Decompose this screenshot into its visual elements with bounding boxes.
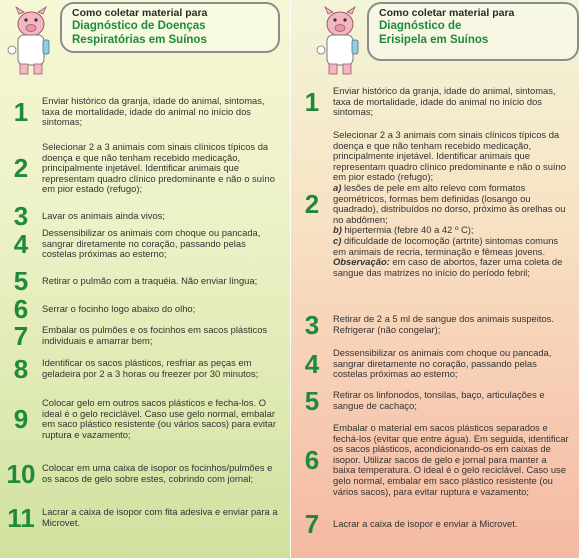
criterion-text: dificuldade de locomoção (artrite) sintomas comuns em animais de recria, terminação e fêmeas jovens. <box>333 234 559 257</box>
step-item <box>0 323 280 349</box>
step-text: Enviar histórico da granja, idade do animal, sintomas, taxa de mortalidade, idade do animal no início dos sintomas; <box>333 85 556 118</box>
criterion-text: hipertermia (febre 40 a 42 º C); <box>341 224 474 236</box>
step-number: 4 <box>304 348 320 379</box>
step-item <box>0 398 280 440</box>
step-text: Embalar o material em sacos plásticos separados e fechá-los (evitar que entre água). Em seguida, identificar os sacos plásticos, acondicionando-os em caixas de isopor. Utilizar sacos de gelo e jornal para manter a baixa temperatura. O ideal é o gelo reciclável. Caso use gelo normal, embalar em saco plástico resistente (ou vários sacos), para evitar ruptura e vazamento; <box>333 422 569 497</box>
criterion-label: c) <box>333 234 342 246</box>
step-number: 3 <box>13 201 29 231</box>
panel-title <box>367 2 579 61</box>
step-number: 7 <box>13 321 29 351</box>
step-number: 5 <box>304 386 320 416</box>
title-line-1: Como coletar material para <box>379 7 515 19</box>
pig-doctor-icon <box>313 4 367 76</box>
step-item <box>291 388 569 414</box>
step-number: 6 <box>13 294 29 324</box>
step-item <box>291 423 569 497</box>
step-text: Retirar de 2 a 5 ml de sangue dos animais suspeitos. Refrigerar (não congelar); <box>333 313 554 335</box>
criterion-text: lesões de pele em alto relevo com formatos geométricos, formas bem definidas (losango ou quadrado), distribuídos no dorso, próximo às orelhas ou no abdômen; <box>333 181 566 225</box>
step-item <box>0 268 280 294</box>
step-text: Dessensibilizar os animais com choque ou pancada, sangrar diretamente no coração, passando pelas costelas próximas ao esterno; <box>42 227 261 260</box>
step-number: 6 <box>304 445 320 476</box>
observation-text: em caso de abortos, fazer uma coleta de sangue das matrizes no início do período febril; <box>333 256 563 278</box>
step-number: 1 <box>304 86 320 117</box>
step-text: Lacrar a caixa de isopor com fita adesiva e enviar para a Microvet. <box>42 506 278 528</box>
title-line-1: Como coletar material para <box>72 7 208 19</box>
panel-title <box>60 2 280 53</box>
step-number: 2 <box>304 189 320 220</box>
pig-doctor-icon <box>4 4 58 76</box>
step-text: Enviar histórico da granja, idade do animal, sintomas, taxa de mortalidade, idade do animal no início dos sintomas; <box>42 95 265 128</box>
step-item <box>0 203 280 229</box>
step-text: Lavar os animais ainda vivos; <box>42 209 165 221</box>
title-line-3: Respiratórias em Suínos <box>72 34 207 46</box>
step-text: Dessensibilizar os animais com choque ou pancada, sangrar diretamente no coração, passando pelas costelas próximas ao esterno; <box>333 347 552 380</box>
step-item <box>291 511 569 537</box>
step-text: Colocar gelo em outros sacos plásticos e fecha-los. O ideal é o gelo reciclável. Caso use gelo normal, embalar em saco plástico resistente (ou vários sacos) para evitar ruptura e vazamento; <box>42 397 276 440</box>
step-item <box>0 505 280 531</box>
step-number: 2 <box>13 153 29 184</box>
title-line-3: Erisipela em Suínos <box>379 34 489 46</box>
step-number: 1 <box>13 96 29 127</box>
step-item <box>291 312 569 338</box>
step-item <box>0 461 280 487</box>
step-number: 4 <box>13 228 29 259</box>
criterion-label: a) <box>333 181 342 193</box>
step-number: 7 <box>304 509 320 539</box>
step-number: 10 <box>6 459 36 489</box>
erysipelas-panel <box>291 0 579 558</box>
step-item <box>291 348 569 380</box>
step-text: Embalar os pulmões e os focinhos em sacos plásticos individuais e amarrar bem; <box>42 324 268 346</box>
step-item <box>0 96 280 128</box>
step-number: 5 <box>13 266 29 296</box>
step-text: Identificar os sacos plásticos, resfriar as peças em geladeira por 2 a 3 horas ou freezer por 30 minutos; <box>42 357 259 379</box>
step-item <box>0 228 280 260</box>
step-text: Retirar o pulmão com a traquéia. Não enviar língua; <box>42 274 258 286</box>
step-number: 8 <box>13 354 29 384</box>
step-item <box>0 142 280 195</box>
observation-label: Observação: <box>333 256 390 268</box>
step-number: 3 <box>304 310 320 340</box>
step-item <box>291 86 569 118</box>
step-intro-text: Selecionar 2 a 3 animais com sinais clínicos típicos da doença e que não tenham recebido medicação, principalmente injetável. Identificar animais que representam quadro clínico predominante e não o suíno em pior estado (refugo); <box>333 129 566 183</box>
step-item <box>0 356 280 382</box>
step-text <box>327 130 569 278</box>
step-text: Selecionar 2 a 3 animais com sinais clínicos típicos da doença e que não tenham recebido medicação, principalmente injetável. Identificar animais que representam quadro clínico predominante e não o suíno em pior estado (refugo); <box>42 141 275 195</box>
step-text: Colocar em uma caixa de isopor os focinhos/pulmões e os sacos de gelo sobre estes, cobrindo com jornal; <box>42 462 273 484</box>
step-text: Retirar os linfonodos, tonsilas, baço, articulações e sangue de cachaço; <box>333 389 545 411</box>
step-item <box>291 130 569 278</box>
step-number: 11 <box>7 503 35 533</box>
title-line-2: Diagnóstico de Doenças <box>72 20 206 32</box>
step-number: 9 <box>13 404 29 435</box>
step-text: Lacrar a caixa de isopor e enviar à Microvet. <box>333 517 518 529</box>
step-item <box>0 296 280 322</box>
criterion-label: b) <box>333 224 342 236</box>
step-text: Serrar o focinho logo abaixo do olho; <box>42 302 196 314</box>
title-line-2: Diagnóstico de <box>379 20 462 32</box>
